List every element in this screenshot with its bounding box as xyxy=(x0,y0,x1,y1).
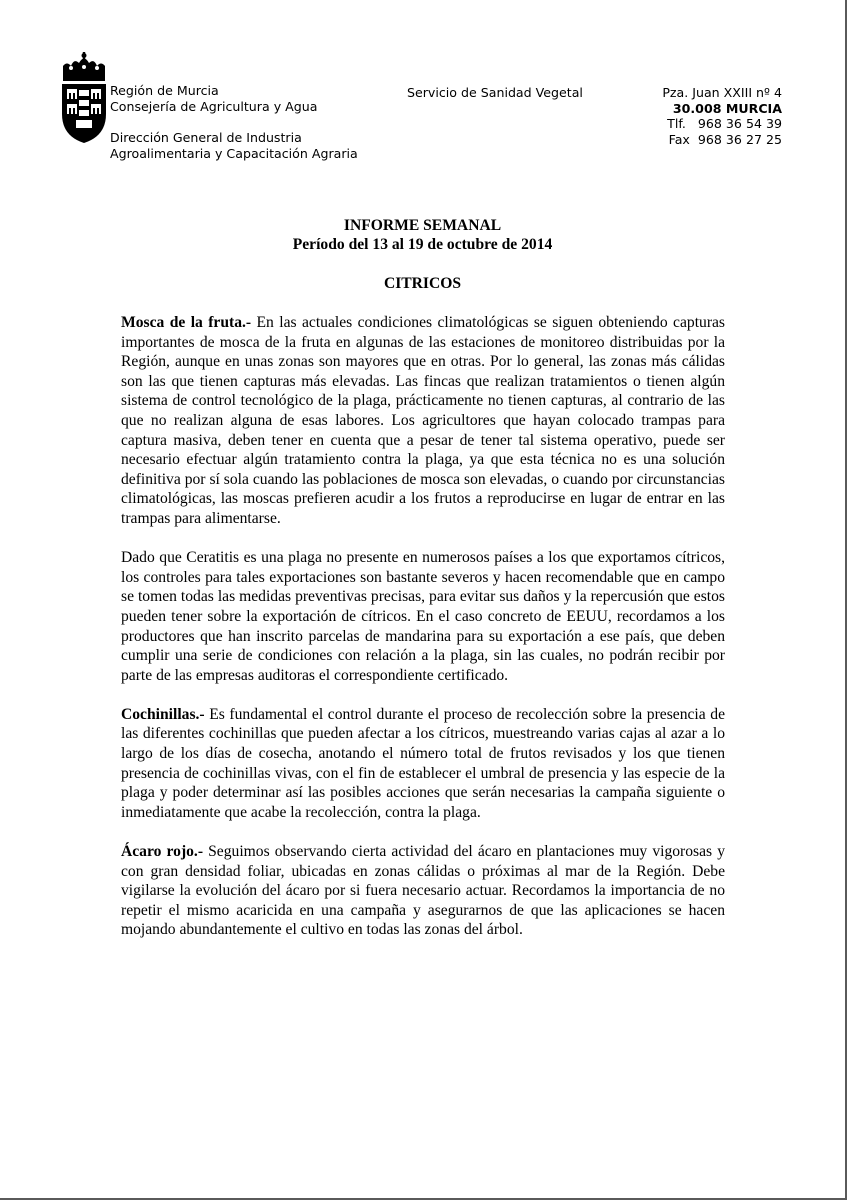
paragraph-text: Seguimos observando cierta actividad del ácaro en plantaciones muy vigorosas y con gran densidad foliar, ubicadas en zonas cálidas o próximas al mar de la Región. Debe vigilarse la evolución del ácaro por si fuera necesario actuar. Recordamos la importancia de no repetir el mismo acaricida en una campaña y asegurarnos de que las aplicaciones se hacen mojando abundantemente el cultivo en todas las zonas del árbol. xyxy=(121,843,725,939)
paragraph-heading: Ácaro rojo.- xyxy=(121,843,204,861)
street-address: Pza. Juan XXIII nº 4 xyxy=(662,85,782,100)
paragraph-red-mite xyxy=(121,842,725,940)
directorate-line1: Dirección General de Industria xyxy=(110,130,302,145)
paragraph-mealybugs xyxy=(121,705,725,823)
report-title: INFORME SEMANAL xyxy=(343,217,502,234)
paragraph-ceratitis-export xyxy=(121,548,725,685)
section-title: CITRICOS xyxy=(383,275,462,292)
paragraph-text: En las actuales condiciones climatológicas se siguen obteniendo capturas importantes de mosca de la fruta en algunas de las estaciones de monitoreo distribuidas por la Región, aunque en unas zonas son mayores que en otras. Por lo general, las zonas más cálidas son las que tienen capturas más elevadas. Las fincas que realizan tratamientos o tienen algún sistema de control tecnológico de la plaga, prácticamente no tienen capturas, al contrario de las que no realizan alguna de esas labores. Los agricultores que hayan colocado trampas para captura masiva, deben tener en cuenta que a pesar de tener tal sistema operativo, puede ser necesario efectuar algún tratamiento contra la plaga, ya que esta técnica no es una solución definitiva por sí sola cuando las poblaciones de mosca son elevadas, o cuando por circunstancias climatológicas, las moscas prefieren acudir a los frutos a reproducirse en lugar de entrar en las trampas para alimentarse. xyxy=(121,314,726,527)
directorate-line2: Agroalimentaria y Capacitación Agraria xyxy=(110,146,358,161)
postal-city: 30.008 MURCIA xyxy=(672,100,782,116)
organization-block xyxy=(110,83,358,162)
phone-number: Tlf. 968 36 54 39 xyxy=(667,116,782,131)
report-heading xyxy=(0,216,845,254)
paragraph-heading: Mosca de la fruta.- xyxy=(121,314,252,331)
service-name: Servicio de Sanidad Vegetal xyxy=(407,85,583,100)
fax-number: Fax 968 36 27 25 xyxy=(668,131,782,147)
paragraph-text: Dado que Ceratitis es una plaga no presente en numerosos países a los que exportamos cítricos, los controles para tales exportaciones son bastante severos y hacen recomendable que en campo se tomen todas las medidas preventivas precisas, para evitar sus daños y la repercusión que estos pueden tener sobre la exportación de cítricos. En el caso concreto de EEUU, recordamos a los productores que han inscrito parcelas de mandarina para su exportación a ese país, que deben cumplir una serie de condiciones con relación a la plaga, sin las cuales, no podrán recibir por parte de las empresas auditoras el correspondiente certificado. xyxy=(121,549,725,684)
region-name: Región de Murcia xyxy=(110,83,219,98)
department-name: Consejería de Agricultura y Agua xyxy=(110,99,318,114)
report-period: Período del 13 al 19 de octubre de 2014 xyxy=(292,236,553,253)
report-body xyxy=(121,313,725,960)
paragraph-text: Es fundamental el control durante el proceso de recolección sobre la presencia de las diferentes cochinillas que pueden afectar a los cítricos, muestreando varias cajas al azar a lo largo de los días de cosecha, anotando el número total de frutos revisados y los que tienen presencia de cochinillas vivas, con el fin de establecer el umbral de presencia y las especie de la plaga y poder determinar así las posibles acciones que serán necesarias la campaña siguiente o inmediatamente que acabe la recolección, contra la plaga. xyxy=(121,705,725,821)
paragraph-heading: Cochinillas.- xyxy=(121,705,205,723)
coat-of-arms-logo xyxy=(60,52,108,144)
address-block xyxy=(662,85,782,147)
paragraph-fruit-fly xyxy=(121,313,725,529)
